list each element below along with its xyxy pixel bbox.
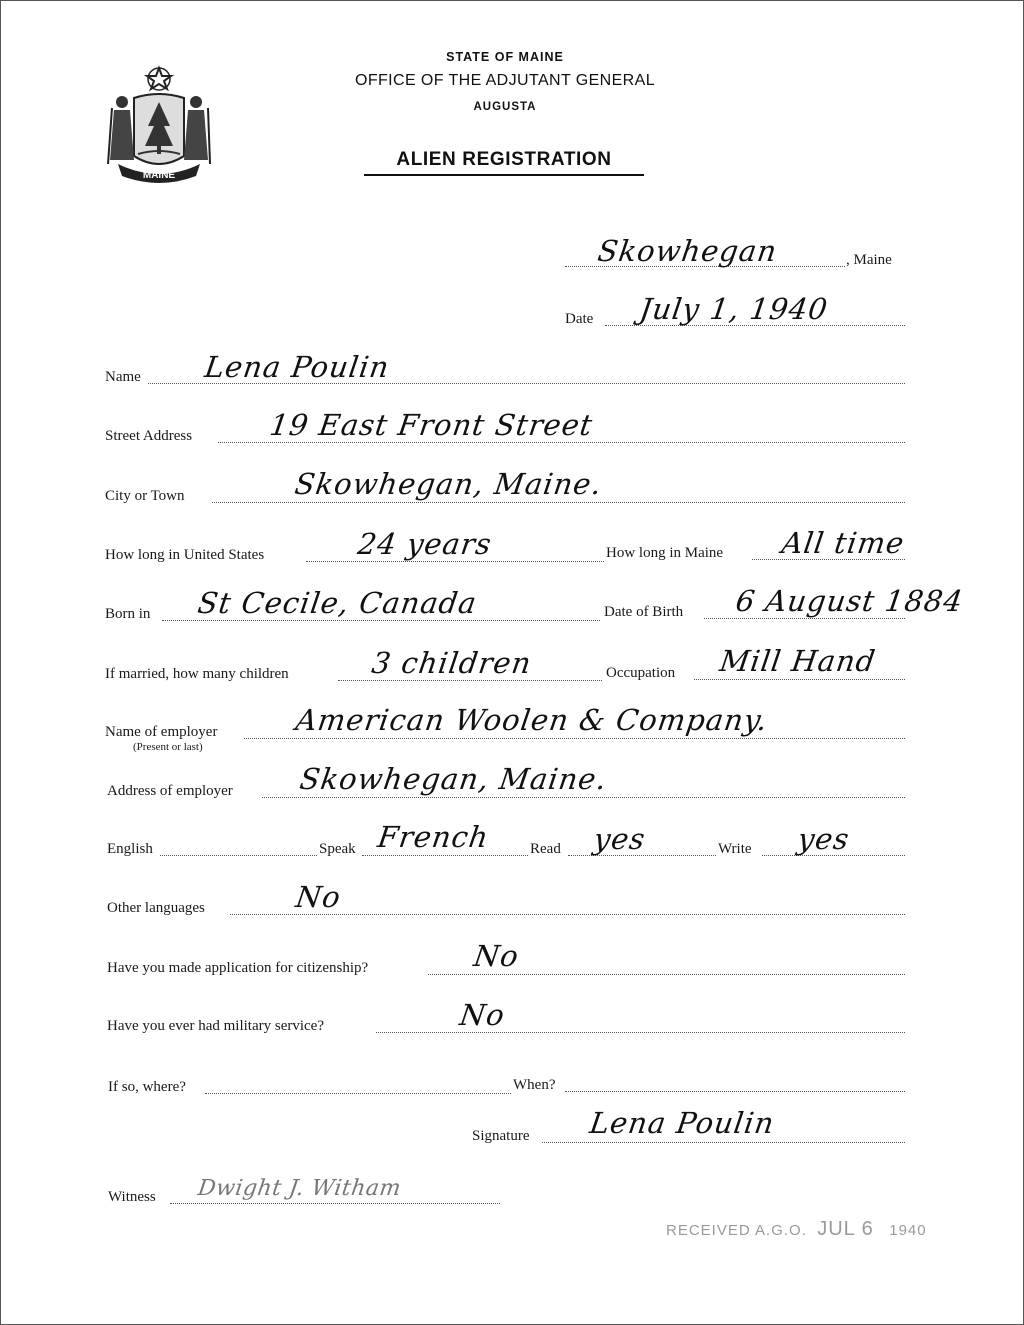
city-label: City or Town — [105, 488, 185, 504]
speak-value: French — [375, 820, 492, 854]
state-heading: STATE OF MAINE — [446, 50, 564, 64]
town-value: Skowhegan — [595, 234, 780, 268]
office-heading: OFFICE OF THE ADJUTANT GENERAL — [354, 72, 656, 89]
military-value: No — [457, 998, 508, 1032]
children-line — [338, 680, 602, 681]
date-label: Date — [565, 311, 594, 327]
stamp-date-text: JUL 6 — [817, 1218, 874, 1240]
witness-value: Dwight J. Witham — [196, 1176, 403, 1201]
how-long-us-line — [306, 561, 604, 562]
how-long-maine-value: All time — [779, 526, 907, 560]
how-long-us-label: How long in United States — [105, 547, 265, 563]
write-value: yes — [795, 822, 852, 856]
maine-label: , Maine — [846, 252, 892, 268]
occupation-label: Occupation — [606, 665, 676, 681]
street-value: 19 East Front Street — [267, 408, 596, 442]
stamp-received-text: RECEIVED A.G.O. — [666, 1222, 807, 1239]
how-long-maine-label: How long in Maine — [606, 545, 724, 561]
children-value: 3 children — [369, 646, 534, 680]
english-line — [160, 855, 317, 856]
read-value: yes — [591, 822, 648, 856]
employer-line — [244, 738, 905, 739]
street-line — [218, 442, 905, 443]
seal-banner-text: MAINE — [142, 170, 176, 181]
other-languages-line — [230, 914, 905, 915]
write-label: Write — [718, 841, 752, 857]
children-label: If married, how many children — [105, 666, 289, 682]
name-label: Name — [105, 369, 141, 385]
other-languages-label: Other languages — [107, 900, 205, 916]
employer-address-line — [262, 797, 905, 798]
employer-label: Name of employer — [105, 724, 218, 740]
stamp-year-text: 1940 — [889, 1222, 927, 1239]
dob-line — [704, 618, 905, 619]
witness-label: Witness — [108, 1189, 156, 1205]
military-label: Have you ever had military service? — [107, 1018, 324, 1034]
military-line — [376, 1032, 905, 1033]
citizenship-line — [428, 974, 905, 975]
read-label: Read — [530, 841, 561, 857]
born-in-value: St Cecile, Canada — [195, 586, 480, 620]
employer-sub-label: (Present or last) — [133, 741, 203, 753]
form-title: ALIEN REGISTRATION — [364, 149, 644, 176]
received-stamp — [666, 1218, 927, 1241]
signature-label: Signature — [472, 1128, 530, 1144]
employer-address-value: Skowhegan, Maine. — [297, 762, 610, 796]
street-label: Street Address — [105, 428, 193, 444]
born-in-label: Born in — [105, 606, 151, 622]
where-label: If so, where? — [108, 1079, 186, 1095]
when-line — [565, 1091, 905, 1092]
city-line — [212, 502, 905, 503]
where-line — [205, 1093, 511, 1094]
dob-value: 6 August 1884 — [733, 584, 966, 618]
when-label: When? — [513, 1077, 556, 1093]
city-heading: AUGUSTA — [473, 101, 537, 113]
maine-state-seal-icon — [104, 64, 214, 188]
occupation-value: Mill Hand — [717, 644, 878, 678]
occupation-line — [694, 679, 905, 680]
employer-address-label: Address of employer — [107, 783, 233, 799]
born-in-line — [162, 620, 600, 621]
dob-label: Date of Birth — [604, 604, 684, 620]
name-value: Lena Poulin — [202, 350, 392, 384]
english-label: English — [107, 841, 153, 857]
employer-value: American Woolen & Company. — [293, 703, 771, 737]
speak-label: Speak — [319, 841, 356, 857]
how-long-us-value: 24 years — [355, 527, 495, 561]
city-value: Skowhegan, Maine. — [292, 467, 605, 501]
signature-line — [542, 1142, 905, 1143]
citizenship-value: No — [471, 939, 522, 973]
citizenship-label: Have you made application for citizenship? — [107, 960, 369, 976]
other-languages-value: No — [293, 880, 344, 914]
date-value: July 1, 1940 — [637, 292, 831, 326]
signature-value: Lena Poulin — [587, 1106, 777, 1140]
speak-line — [362, 855, 528, 856]
witness-line — [170, 1203, 500, 1204]
